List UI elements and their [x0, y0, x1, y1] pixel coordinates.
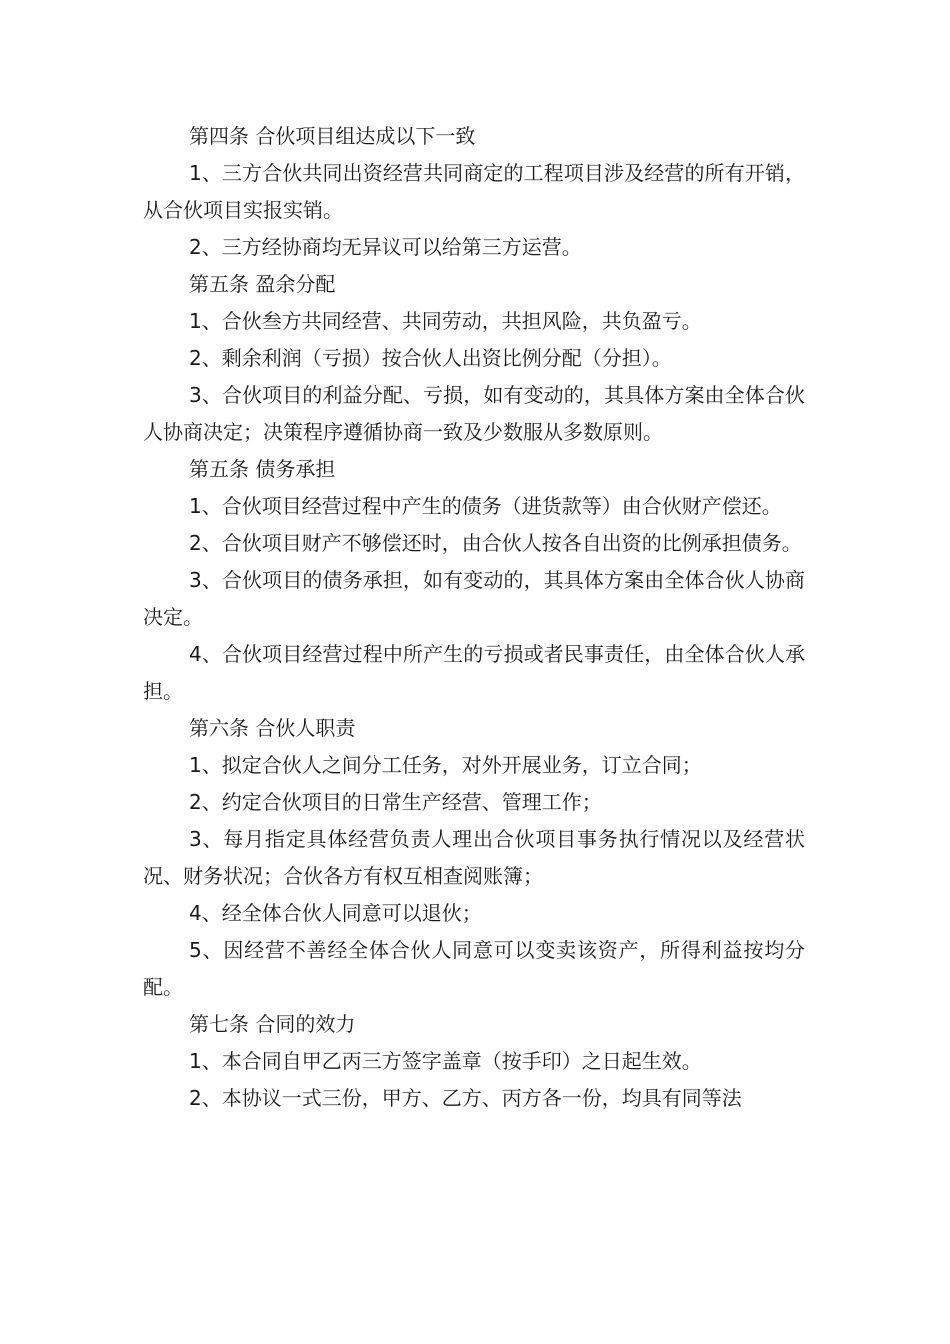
article-5-debt-heading: 第五条 债务承担	[189, 457, 336, 481]
article-5-profit-heading: 第五条 盈余分配	[189, 272, 336, 296]
article-6-clause-2: 2、约定合伙项目的日常生产经营、管理工作；	[189, 790, 602, 814]
document-body	[143, 118, 805, 1117]
article-6-clause-1: 1、拟定合伙人之间分工任务，对外开展业务，订立合同；	[189, 753, 702, 777]
article-7-clause-1: 1、本合同自甲乙丙三方签字盖章（按手印）之日起生效。	[189, 1049, 702, 1073]
article-5-debt-clause-2: 2、合伙项目财产不够偿还时，由合伙人按各自出资的比例承担债务。	[189, 531, 802, 555]
article-4-clause-2: 2、三方经协商均无异议可以给第三方运营。	[189, 235, 582, 259]
article-7-clause-2: 2、本协议一式三份，甲方、乙方、丙方各一份，均具有同等法	[189, 1086, 742, 1110]
article-6-heading: 第六条 合伙人职责	[189, 716, 356, 740]
article-6-clause-5: 5、因经营不善经全体合伙人同意可以变卖该资产，所得利益按均分配。	[143, 938, 805, 999]
article-6-clause-3: 3、每月指定具体经营负责人理出合伙项目事务执行情况以及经营状况、财务状况；合伙各方有权互相查阅账簿；	[143, 827, 805, 888]
article-4-clause-1: 1、三方合伙共同出资经营共同商定的工程项目涉及经营的所有开销，从合伙项目实报实销。	[143, 161, 805, 222]
article-4-heading: 第四条 合伙项目组达成以下一致	[189, 124, 476, 148]
article-6-clause-4: 4、经全体合伙人同意可以退伙；	[189, 901, 482, 925]
article-5-profit-clause-2: 2、剩余利润（亏损）按合伙人出资比例分配（分担）。	[189, 346, 672, 370]
article-5-debt-clause-3: 3、合伙项目的债务承担，如有变动的，其具体方案由全体合伙人协商决定。	[143, 568, 805, 629]
article-7-heading: 第七条 合同的效力	[189, 1012, 356, 1036]
article-5-debt-clause-1: 1、合伙项目经营过程中产生的债务（进货款等）由合伙财产偿还。	[189, 494, 782, 518]
article-5-debt-clause-4: 4、合伙项目经营过程中所产生的亏损或者民事责任，由全体合伙人承担。	[143, 642, 805, 703]
article-5-profit-clause-3: 3、合伙项目的利益分配、亏损，如有变动的，其具体方案由全体合伙人协商决定；决策程序遵循协商一致及少数服从多数原则。	[143, 383, 805, 444]
article-5-profit-clause-1: 1、合伙叁方共同经营、共同劳动，共担风险，共负盈亏。	[189, 309, 702, 333]
